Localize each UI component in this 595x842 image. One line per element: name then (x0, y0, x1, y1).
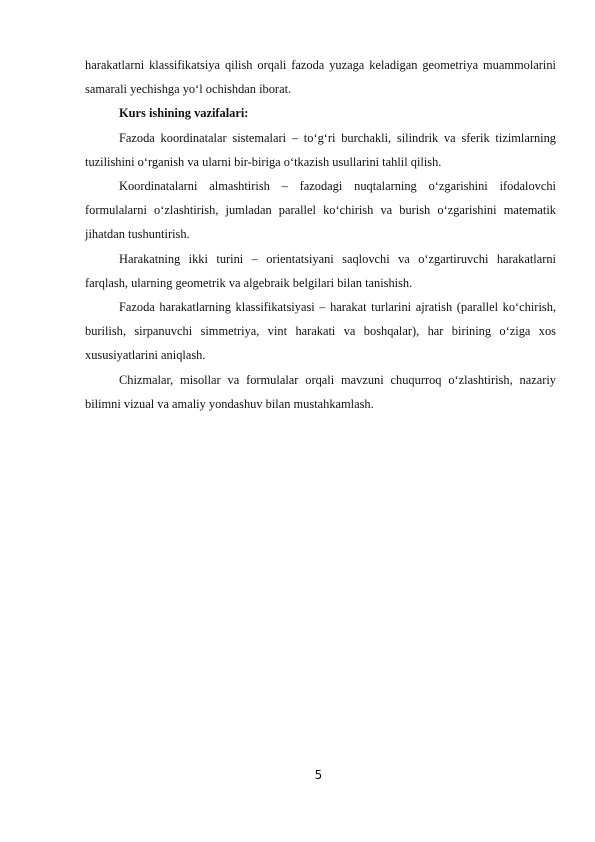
task-paragraph-5: Chizmalar, misollar va formulalar orqali mavzuni chuqurroq o‘zlashtirish, nazariy bilimni vizual va amaliy yondashuv bilan mustahkamlash. (85, 372, 556, 411)
task-paragraph-2: Koordinatalarni almashtirish – fazodagi nuqtalarning o‘zgarishini ifodalovchi formulalarni o‘zlashtirish, jumladan parallel ko‘chirish va burish o‘zgarishini matematik jihatdan tushuntirish. (85, 179, 556, 242)
paragraph-intro-continuation: harakatlarni klassifikatsiya qilish orqali fazoda yuzaga keladigan geometriya muammolarini samarali yechishga yo‘l ochishdan iborat. (85, 58, 556, 97)
section-heading: Kurs ishining vazifalari: (119, 106, 249, 121)
task-paragraph-3: Harakatning ikki turini – orientatsiyani saqlovchi va o‘zgartiruvchi harakatlarni farqlash, ularning geometrik va algebraik belgilari bilan tanishish. (85, 251, 556, 290)
document-body (85, 53, 556, 416)
page-number: 5 (314, 768, 323, 782)
task-paragraph-1: Fazoda koordinatalar sistemalari – to‘g‘ri burchakli, silindrik va sferik tizimlarning tuzilishini o‘rganish va ularni bir-biriga o‘tkazish usullarini tahlil qilish. (85, 130, 556, 169)
task-paragraph-4: Fazoda harakatlarning klassifikatsiyasi – harakat turlarini ajratish (parallel ko‘chirish, burilish, sirpanuvchi simmetriya, vint harakati va boshqalar), har birining o‘ziga xos xususiyatlarini aniqlash. (85, 300, 556, 363)
